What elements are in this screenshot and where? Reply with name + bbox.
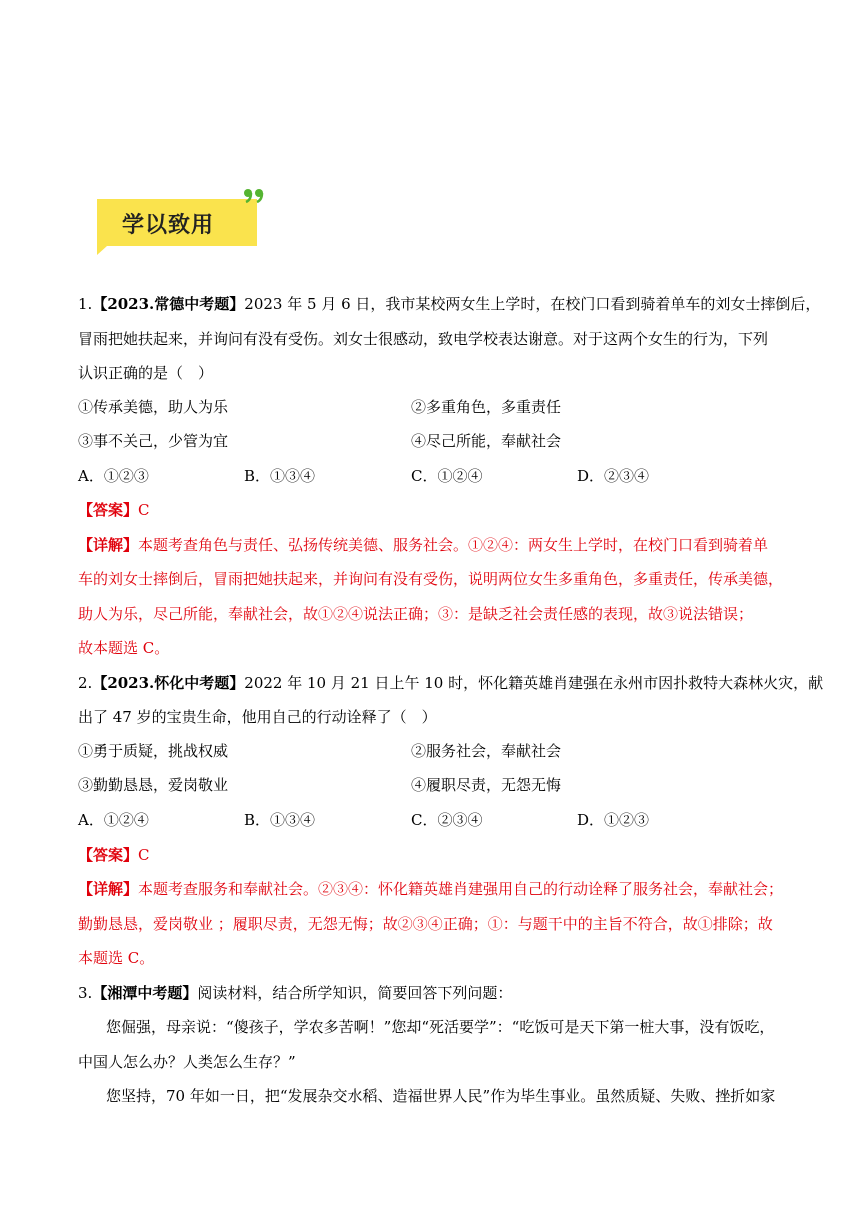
q2-stem-line-1: [78, 673, 823, 693]
q1-detail-line-3: 助人为乐，尽己所能，奉献社会，故①②④说法正确；③：是缺乏社会责任感的表现，故③说法错误；: [78, 605, 754, 623]
q1-option-c: C．①②④: [411, 467, 483, 485]
q3-stem: [78, 983, 512, 1003]
q2-items-row-2: [78, 775, 562, 795]
q1-detail-line-1: [78, 535, 768, 555]
q2-answer-value: C: [138, 846, 150, 864]
section-badge: [92, 186, 267, 260]
q1-number: 1.: [78, 295, 93, 313]
q2-option-c: C．②③④: [411, 811, 483, 829]
quote-mark-icon: [242, 186, 266, 204]
q1-option-d: D．②③④: [577, 467, 650, 485]
q2-items-row-1: [78, 741, 562, 761]
q2-number: 2.: [78, 674, 93, 692]
section-title: 学以致用: [122, 213, 215, 238]
q1-source: 【2023.常德中考题】: [92, 295, 245, 313]
q3-paragraph-line-3: 您坚持，70 年如一日，把“发展杂交水稻、造福世界人民”作为毕生事业。虽然质疑、失败、挫折如家: [106, 1087, 776, 1105]
q1-answer: [78, 500, 150, 520]
q2-detail-text-1: 本题考查服务和奉献社会。②③④：怀化籍英雄肖建强用自己的行动诠释了服务社会，奉献社会；: [138, 880, 784, 898]
q2-option-a: A．①②④: [78, 811, 149, 829]
q2-answer: [78, 845, 150, 865]
q2-answer-label: 【答案】: [78, 846, 139, 864]
q3-stem-text: 阅读材料，结合所学知识，简要回答下列问题：: [197, 984, 513, 1002]
q1-item-3: ③事不关己，少管为宜: [78, 432, 229, 450]
q1-detail-line-4: 故本题选 C。: [78, 639, 170, 657]
q2-stem-line-2: 出了 47 岁的宝贵生命，他用自己的行动诠释了（ ）: [78, 708, 437, 726]
q1-item-1: ①传承美德，助人为乐: [78, 398, 229, 416]
q1-answer-label: 【答案】: [78, 501, 139, 519]
q1-items-row-2: [78, 431, 562, 451]
q1-answer-value: C: [138, 501, 150, 519]
q2-item-2: ②服务社会，奉献社会: [411, 742, 562, 760]
q1-items-row-1: [78, 397, 562, 417]
q3-number: 3.: [78, 984, 93, 1002]
q1-stem-line-2: 冒雨把她扶起来，并询问有没有受伤。刘女士很感动，致电学校表达谢意。对于这两个女生的行为，下列: [78, 330, 769, 348]
q1-stem-line-3: 认识正确的是（ ）: [78, 364, 214, 382]
q2-detail-line-1: [78, 879, 783, 899]
q2-detail-label: 【详解】: [78, 880, 139, 898]
q2-item-1: ①勇于质疑，挑战权威: [78, 742, 229, 760]
q1-stem-text-1: 2023 年 5 月 6 日，我市某校两女生上学时，在校门口看到骑着单车的刘女士摔倒后，: [244, 295, 821, 313]
q1-detail-label: 【详解】: [78, 536, 139, 554]
q1-item-2: ②多重角色，多重责任: [411, 398, 562, 416]
q2-option-d: D．①②③: [577, 811, 650, 829]
q2-detail-line-3: 本题选 C。: [78, 949, 155, 967]
q2-source: 【2023.怀化中考题】: [92, 674, 245, 692]
q2-detail-line-2: 勤勤恳恳，爱岗敬业 ；履职尽责，无怨无悔；故②③④正确；①：与题干中的主旨不符合，故①排除；故: [78, 915, 773, 933]
q1-item-4: ④尽己所能，奉献社会: [411, 432, 562, 450]
q3-paragraph-line-2: 中国人怎么办？人类怎么生存？”: [78, 1053, 296, 1071]
q2-stem-text-1: 2022 年 10 月 21 日上午 10 时，怀化籍英雄肖建强在永州市因扑救特大森林火灾，献: [244, 674, 824, 692]
q1-detail-text-1: 本题考查角色与责任、弘扬传统美德、服务社会。①②④：两女生上学时，在校门口看到骑着单: [138, 536, 769, 554]
q3-paragraph-line-1: 您倔强，母亲说：“傻孩子，学农多苦啊！”您却“死活要学”：“吃饭可是天下第一桩大事，没有饭吃，: [106, 1018, 775, 1036]
q1-stem-line-1: [78, 294, 820, 314]
badge-tail: [97, 246, 107, 255]
q1-option-b: B．①③④: [244, 467, 316, 485]
q3-source: 【湘潭中考题】: [92, 984, 198, 1002]
q1-option-a: A．①②③: [78, 467, 149, 485]
q2-item-4: ④履职尽责，无怨无悔: [411, 776, 562, 794]
q2-item-3: ③勤勤恳恳，爱岗敬业: [78, 776, 229, 794]
q1-detail-line-2: 车的刘女士摔倒后，冒雨把她扶起来，并询问有没有受伤，说明两位女生多重角色，多重责任，传承美德，: [78, 570, 784, 588]
q2-option-b: B．①③④: [244, 811, 316, 829]
